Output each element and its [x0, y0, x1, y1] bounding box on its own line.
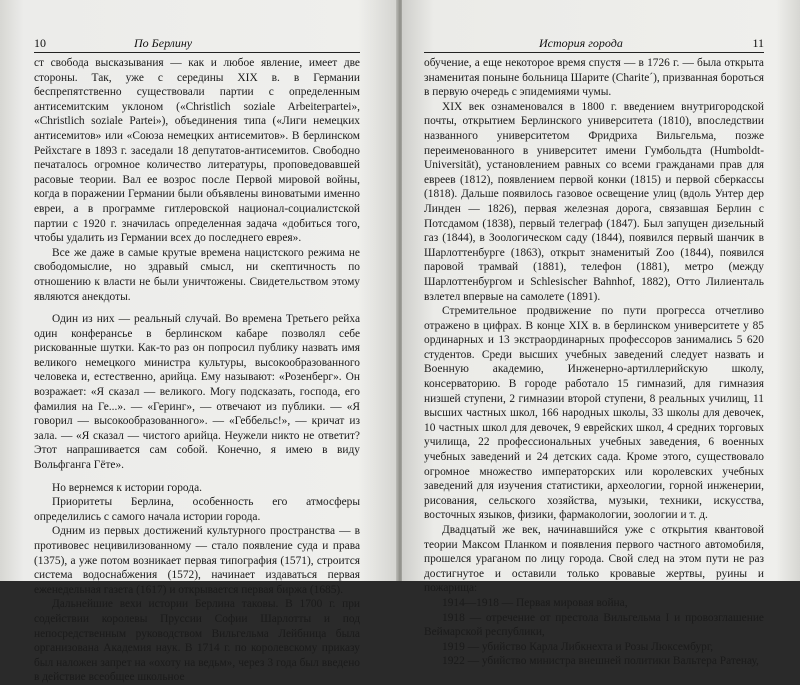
paragraph: Но вернемся к истории города.	[52, 481, 202, 494]
paragraph: Двадцатый же век, начинавшийся уже с открытия квантовой теории Максом Планком и появления первого частного автомобиля, прошелся ураганом по лицу города. Свой след на этом пути не раз достигнутое и оставили только кровавые жертвы, руины и пожарища:	[424, 524, 764, 595]
left-page	[0, 0, 398, 684]
header-rule	[424, 52, 764, 53]
running-title: История города	[539, 36, 623, 50]
right-page	[402, 0, 800, 668]
paragraph: Дальнейшие вехи истории Берлина таковы. В 1700 г. при содействии королевы Пруссии Софии Шарлотты и под непосредственным руководством Вильгельма Лейбница была организована Академия наук. В 1714 г. по королевскому приказу был наложен запрет на «охоту на ведьм», через 3 года был введено в действие всеобщее школьное	[34, 598, 360, 684]
header-rule	[34, 52, 360, 53]
list-item: 1919 — убийство Карла Либкнехта и Розы Люксембург,	[442, 640, 714, 653]
running-title: По Берлину	[134, 36, 193, 50]
paragraph: Один из них — реальный случай. Во времена Третьего рейха один конферансье в берлинском кабаре позволял себе рискованные шутки. Как-то раз он попросил публику назвать имя великого немецкого министра культуры, высокообразованного человека и, естественно, арийца. Ему называют: «Розенберг». Он возражает: «Я сказал — великого. Могу подсказать, господа, его фамилия на Ге...». — «Геринг», — отвечают из публики. — «Я говорил — высокообразованного». — «Геббельс!», — кричат из зала. — «Я сказал — чистого арийца. Неужели никто не ответит? Этот напрашивается сам собой. Конечно, я имею в виду Вольфганга Гёте».	[34, 313, 360, 472]
paragraph: XIX век ознаменовался в 1800 г. введением внутригородской почты, открытием Берлинского университета (1810), впоследствии названного университетом Фридриха Вильгельма, позже переименованного в университет имени Гумбольдта (Humboldt-Universität), установлением равных со всеми гражданами прав для евреев (1812), появлением первой конки (1815) и первой сберкассы (1818). Дальше появилось газовое освещение улиц (вдоль Унтер дер Линден — 1826), первая железная дорога, связавшая Берлин с Потсдамом (1838), первый телеграф (1847). Был запущен дизельный газ (1844), в Зоологическом саду (1844), появился первый шанчик в Шарлоттенбурге (1863), открыт знаменитый Zoo (1844), появился паровой трамвай (1881), телефон (1881), метро (между Шарлоттенбургом и Schlesischer Bahnhof, 1882), Отто Лилиенталь взлетел впервые на самолете (1891).	[424, 100, 764, 303]
page-body	[34, 56, 360, 685]
page-header	[34, 36, 360, 52]
paragraph: Приоритеты Берлина, особенность его атмосферы определились с самого начала истории города.	[34, 496, 360, 523]
paragraph: Стремительное продвижение по пути прогресса отчетливо отражено в цифрах. В конце XIX в. в берлинском университете у 85 ординарных и 13 экстраординарных профессоров занимались 5 620 студентов. Среди высших учебных заведений следует назвать и Военную академию, Инженерно-артиллерийскую школу, консерваторию. В городе работало 15 гимназий, для гимназия низшей ступени, 2 гимназии второй ступени, 8 реальных училищ, 11 высших частных школ, 166 народных школы, 33 школы для девочек, 10 частных школ для девочек, 9 еврейских школ, 4 средних торговых училища, 22 профессиональных учебных заведения, 6 военных учебных заведений и 24 детских сада. Кроме этого, существовало огромное множество императорских или королевских учебных заведений для изучения статистики, археологии, горной инженерии, рисования, сельского хозяйства, музыки, техники, искусства, восточных языков, физики, фармакологии, зоологии и т. д.	[424, 305, 764, 522]
page-header	[424, 36, 764, 52]
page-body	[424, 56, 764, 669]
list-item: 1914—1918 — Первая мировая война,	[442, 596, 628, 609]
paragraph: ст свобода высказывания — как и любое явление, имеет две стороны. Так, уже с середины XIX в. в Германии беспрепятственно существовали партии с определенным антисемитским уклоном («Christlich soziale Arbeiterpartei», «Christlich soziale Partei»), объединения типа («Лиги немецких антисемитов» или «Союза немецких антисемитов». В берлинском Рейхстаге в 1893 г. заседали 18 депутатов-антисемитов. Свободно печаталось огромное количество литературы, проповедовавшей расовые теории. Вал ее возрос после Первой мировой войны, когда в поражении Германии были объявлены виноватыми именно евреи, а в программе гитлеровской национал-социалистской партии с 1920 г. значилась определенная задача «добиться того, чтобы удалить из Германии всех до последнего еврея».	[34, 57, 360, 245]
list-item: 1918 — отречение от престола Вильгельма I и провозглашение Веймарской республики,	[424, 611, 764, 639]
paragraph: Одним из первых достижений культурного пространства — в противовес нецивилизованному — стало появление суда и права (1375), а уже потом возникает первая типография (1571), строится система водоснабжения (1572), начинает издаваться первая еженедельная газета (1617) и открывается первая биржа (1685).	[34, 525, 360, 596]
paragraph: Все же даже в самые крутые времена нацистского режима не свободомыслие, но здравый смысл, ни скептичность по отношению к власти не были уничтожены. Свидетельством этому являются анекдоты.	[34, 246, 360, 303]
list-item: 1922 — убийство министра внешней политики Вальтера Ратенау,	[442, 655, 759, 668]
page-number: 11	[752, 36, 764, 50]
paragraph: обучение, а еще некоторое время спустя — в 1726 г. — была открыта знаменитая поныне больница Шарите (Charite´), призванная бороться в первую очередь с эпидемиями чумы.	[424, 57, 764, 99]
page-number: 10	[34, 36, 46, 50]
